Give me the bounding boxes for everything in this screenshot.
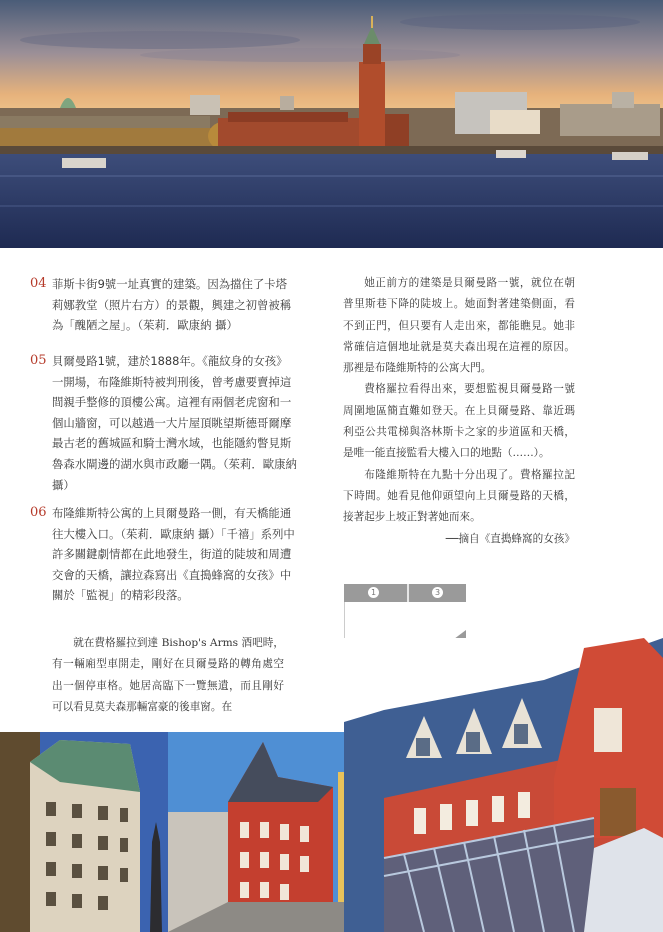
excerpt-paragraph: 就在費格羅拉到達 Bishop's Arms 酒吧時，有一輛廂型車開走，剛好在貝爾曼路的轉角處空出一個停車格。她居高臨下一覽無遺，而且剛好可以看見莫夫森那輛富豪的後車窗。在 xyxy=(52,637,284,713)
excerpt-paragraph: 費格羅拉看得出來，要想監視貝爾曼路一號周圍地區簡直難如登天。在上貝爾曼路、靠近瑪利亞公共電梯與洛林斯卡之家的步道區和天橋，是唯一能直接監看大樓入口的地點（……）。 xyxy=(343,383,575,460)
excerpt-right xyxy=(343,273,575,550)
photo-skybridge xyxy=(344,638,663,932)
caption-text: 菲斯卡街9號一址真實的建築。因為擋住了卡塔莉娜教堂（照片右方）的景觀，興建之初曾被稱為「醜陋之屋」。（茱莉．歐康納 攝） xyxy=(52,277,292,333)
caption-text: 貝爾曼路1號，建於1888年。《龍紋身的女孩》一開場，布隆維斯特被判刑後，曾考慮要賣掉這間親手整修的頂樓公寓。這裡有兩個老虎窗和一個山牆窗，可以越過一大片屋頂眺望斯德哥爾摩最古老的舊城區和騎士灣水域，也能隱約瞥見斯魯森水閘邊的湖水與市政廳一隅。（茱莉．歐康納 攝） xyxy=(52,354,297,492)
diagram-label-1: 1 xyxy=(368,587,379,598)
excerpt-paragraph: 她正前方的建築是貝爾曼路一號，就位在朝普里斯巷下降的陡坡上。她面對著建築側面，看不到正門，但只要有人走出來，都能瞧見。她非常確信這個地址就是莫夫森出現在這裡的原因。那裡是布隆維斯特的公寓大門。 xyxy=(343,277,575,375)
caption-text: 布隆維斯特公寓的上貝爾曼路一側，有天橋能通往大樓入口。（茱莉．歐康納 攝）「千禧」系列中許多關鍵劇情都在此地發生，街道的陡坡和周遭交會的天橋，讓拉森寫出《直搗蜂窩的女孩》中關於「監視」的精彩段落。 xyxy=(52,506,295,603)
caption-04 xyxy=(30,274,298,336)
caption-number: 05 xyxy=(30,353,47,368)
excerpt-source: ──摘自《直搗蜂窩的女孩》 xyxy=(445,532,575,545)
caption-number: 06 xyxy=(30,505,47,520)
stockholm-panorama-photo xyxy=(0,0,663,248)
caption-05 xyxy=(30,351,298,495)
caption-06 xyxy=(30,503,298,606)
excerpt-paragraph: 布隆維斯特在九點十分出現了。費格羅拉記下時間。她看見他仰頭望向上貝爾曼路的天橋，接著起步上坡正對著她而來。 xyxy=(343,468,575,524)
photo-fiskargatan-building xyxy=(0,732,168,932)
diagram-label-3: 3 xyxy=(432,587,443,598)
excerpt-left xyxy=(52,633,284,718)
caption-number: 04 xyxy=(30,276,47,291)
